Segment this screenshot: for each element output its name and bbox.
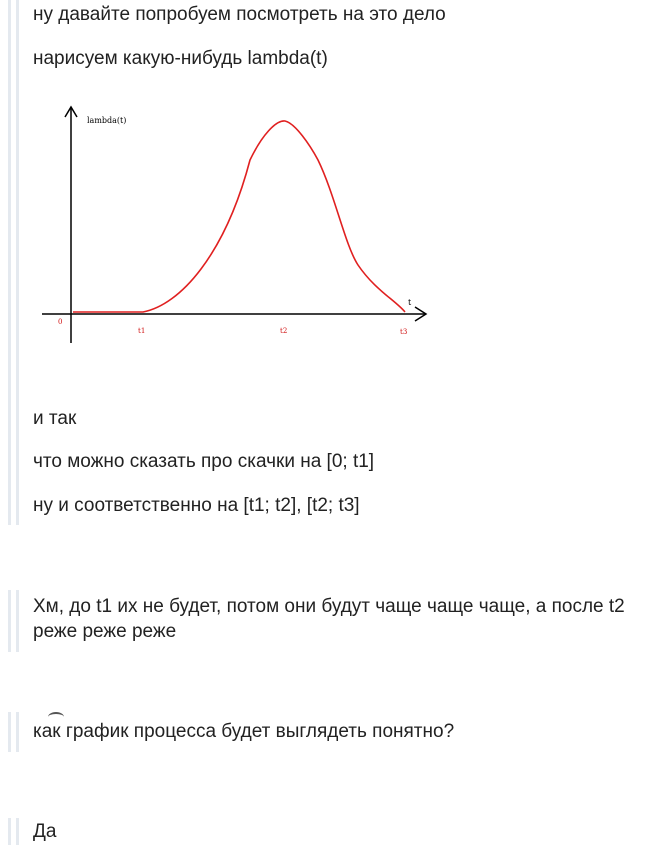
message-text: как график процесса будет выглядеть понятно? [33,721,455,742]
message-group-bar-3b [16,712,19,752]
tick-label-t1: t1 [138,327,146,335]
message-group-bar-4 [8,818,11,845]
message-text: Хм, до t1 их не будет, потом они будут чаще чаще чаще, а после t2 [33,596,625,617]
x-axis-label: t [408,298,412,307]
y-axis-label: lambda(t) [87,116,127,125]
message-group-bar-2 [8,590,11,652]
message-group-bar-3 [8,712,11,752]
message-group-bar-2b [16,590,19,652]
message-text: Да [33,821,57,842]
lambda-graph-image [30,95,450,355]
message-group-bar-1b [16,0,19,525]
message-text: и так [33,408,77,429]
message-group-bar-1 [8,0,11,525]
lambda-curve [73,121,405,312]
tick-label-t3: t3 [400,328,408,336]
message-text: ну давайте попробуем посмотреть на это дело [33,4,446,25]
message-text: нарисуем какую-нибудь lambda(t) [33,48,328,69]
tick-label-t2: t2 [280,327,288,335]
message-text: реже реже реже [33,621,177,642]
message-text: ну и соответственно на [t1; t2], [t2; t3] [33,495,360,516]
message-text: что можно сказать про скачки на [0; t1] [33,451,375,472]
origin-label: 0 [58,318,63,326]
message-group-bar-4b [16,818,19,845]
